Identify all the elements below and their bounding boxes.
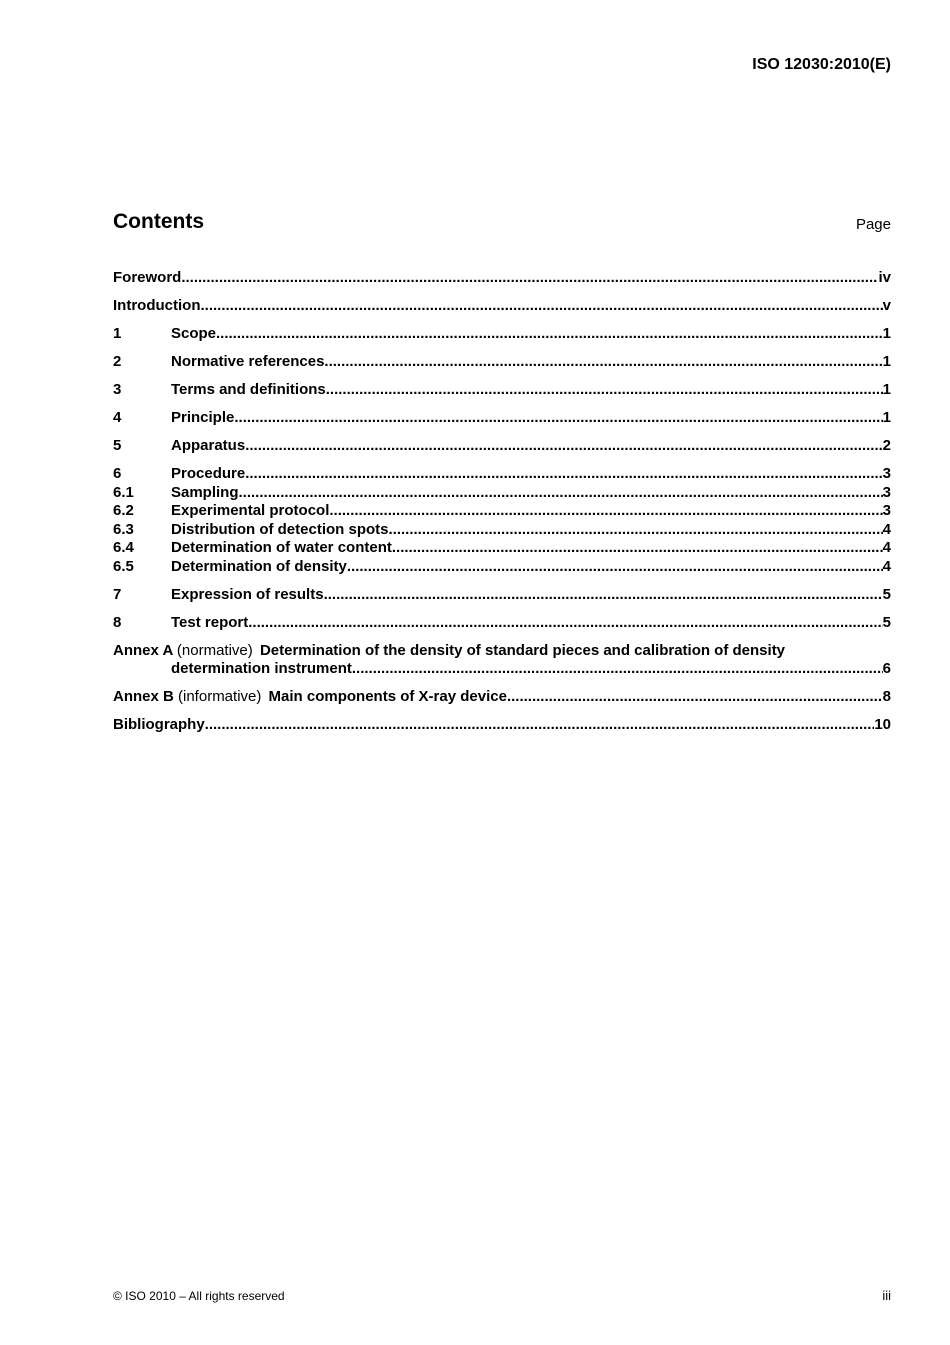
- dot-leader: [324, 353, 882, 372]
- dot-leader: [329, 502, 882, 521]
- toc-entry-page: 10: [874, 716, 891, 733]
- toc-entry-number: 6.4: [113, 539, 134, 556]
- toc-entry-number: 5: [113, 437, 122, 454]
- toc-entry-page: 6: [882, 660, 891, 677]
- toc-entry-procedure[interactable]: [113, 465, 891, 484]
- toc-entry-page: 1: [882, 325, 891, 342]
- toc-entry-number: 7: [113, 585, 122, 603]
- toc-entry-page: 3: [882, 502, 891, 519]
- dot-leader: [352, 660, 883, 679]
- toc-entry-expression-of-results[interactable]: [113, 586, 891, 605]
- annex-a-second-line: [113, 660, 891, 679]
- toc-entry-number: 6.1: [113, 483, 134, 501]
- toc-entry-title: Normative references: [171, 353, 325, 370]
- toc-entry-page: 8: [882, 688, 891, 705]
- dot-leader: [200, 297, 882, 316]
- toc-entry-page: 3: [882, 483, 891, 501]
- toc-entry-annex-b[interactable]: [113, 688, 891, 707]
- dot-leader: [245, 465, 882, 484]
- toc-entry-title: Scope: [171, 325, 217, 342]
- toc-entry-bibliography[interactable]: [113, 716, 891, 735]
- dot-leader: [324, 586, 883, 605]
- dot-leader: [248, 614, 882, 633]
- toc-entry-sampling[interactable]: [113, 484, 891, 503]
- toc-entry-terms-and-definitions[interactable]: [113, 381, 891, 400]
- toc-entry-introduction[interactable]: [113, 297, 891, 316]
- contents-heading: Contents: [113, 210, 204, 233]
- toc-entry-experimental-protocol[interactable]: [113, 502, 891, 521]
- toc-entry-number: 8: [113, 613, 122, 631]
- toc-entry-title: Expression of results: [171, 585, 324, 603]
- annex-a-title-line1: Determination of the density of standard pieces and calibration of density: [259, 641, 786, 659]
- toc-entry-normative-references[interactable]: [113, 353, 891, 372]
- toc-entry-number: 6: [113, 465, 122, 482]
- toc-entry-page: 1: [882, 353, 891, 370]
- toc-entry-page: v: [882, 297, 891, 314]
- toc-entry-distribution-of-detection-spots[interactable]: [113, 521, 891, 540]
- toc-entry-title: Determination of water content: [171, 539, 392, 556]
- annex-a-type: (normative): [176, 641, 253, 659]
- toc-entry-number: 6.5: [113, 557, 134, 575]
- annex-a-title-line2: determination instrument: [171, 660, 352, 677]
- footer-page-number: iii: [882, 1288, 891, 1303]
- toc-entry-title: Principle: [171, 409, 235, 426]
- toc-entry-title: Experimental protocol: [171, 502, 330, 519]
- dot-leader: [347, 558, 883, 577]
- dot-leader: [239, 484, 883, 503]
- annex-b-title: Main components of X-ray device: [268, 688, 507, 705]
- document-identifier: ISO 12030:2010(E): [752, 56, 891, 73]
- annex-b-label: Annex B: [113, 688, 174, 705]
- toc-entry-title: Foreword: [113, 269, 182, 286]
- toc-entry-determination-of-water-content[interactable]: [113, 539, 891, 558]
- toc-entry-number: 1: [113, 325, 122, 342]
- dot-leader: [507, 688, 883, 707]
- toc-entry-page: 1: [882, 409, 891, 426]
- toc-entry-title: Sampling: [171, 483, 239, 501]
- toc-entry-title: Introduction: [113, 297, 201, 314]
- toc-entry-number: 2: [113, 353, 122, 370]
- dot-leader: [326, 381, 883, 400]
- toc-entry-title: Procedure: [171, 465, 246, 482]
- dot-leader: [181, 269, 878, 288]
- toc-entry-page: iv: [878, 269, 891, 286]
- toc-entry-page: 4: [882, 520, 891, 538]
- toc-entry-page: 2: [882, 437, 891, 454]
- toc-entry-title: Determination of density: [171, 557, 347, 575]
- dot-leader: [205, 716, 875, 735]
- footer-copyright: © ISO 2010 – All rights reserved: [113, 1289, 285, 1303]
- toc-entry-page: 5: [882, 585, 891, 603]
- annex-a-label: Annex A: [113, 641, 173, 659]
- table-of-contents: [113, 269, 891, 735]
- dot-leader: [389, 521, 883, 540]
- annex-b-type: (informative): [178, 688, 262, 705]
- toc-entry-annex-a[interactable]: [113, 642, 891, 679]
- dot-leader: [216, 325, 883, 344]
- toc-entry-title: Terms and definitions: [171, 381, 326, 398]
- page-column-label: Page: [855, 216, 891, 233]
- toc-entry-number: 6.3: [113, 520, 134, 538]
- toc-entry-test-report[interactable]: [113, 614, 891, 633]
- toc-entry-title: Test report: [171, 613, 249, 631]
- dot-leader: [234, 409, 882, 428]
- toc-entry-title: Apparatus: [171, 437, 246, 454]
- toc-entry-determination-of-density[interactable]: [113, 558, 891, 577]
- toc-entry-page: 4: [882, 539, 891, 556]
- toc-entry-page: 4: [882, 557, 891, 575]
- toc-entry-principle[interactable]: [113, 409, 891, 428]
- toc-entry-scope[interactable]: [113, 325, 891, 344]
- toc-entry-foreword[interactable]: [113, 269, 891, 288]
- annex-a-first-line: [113, 642, 891, 661]
- toc-entry-page: 5: [882, 613, 891, 631]
- toc-entry-page: 1: [882, 381, 891, 398]
- toc-entry-number: 3: [113, 381, 122, 398]
- toc-entry-title: Distribution of detection spots: [171, 520, 389, 538]
- dot-leader: [392, 539, 883, 558]
- toc-entry-page: 3: [882, 465, 891, 482]
- annex-b-heading: [113, 688, 507, 707]
- toc-entry-apparatus[interactable]: [113, 437, 891, 456]
- dot-leader: [245, 437, 882, 456]
- toc-entry-title: Bibliography: [113, 716, 205, 733]
- toc-entry-number: 4: [113, 409, 122, 426]
- toc-entry-number: 6.2: [113, 502, 134, 519]
